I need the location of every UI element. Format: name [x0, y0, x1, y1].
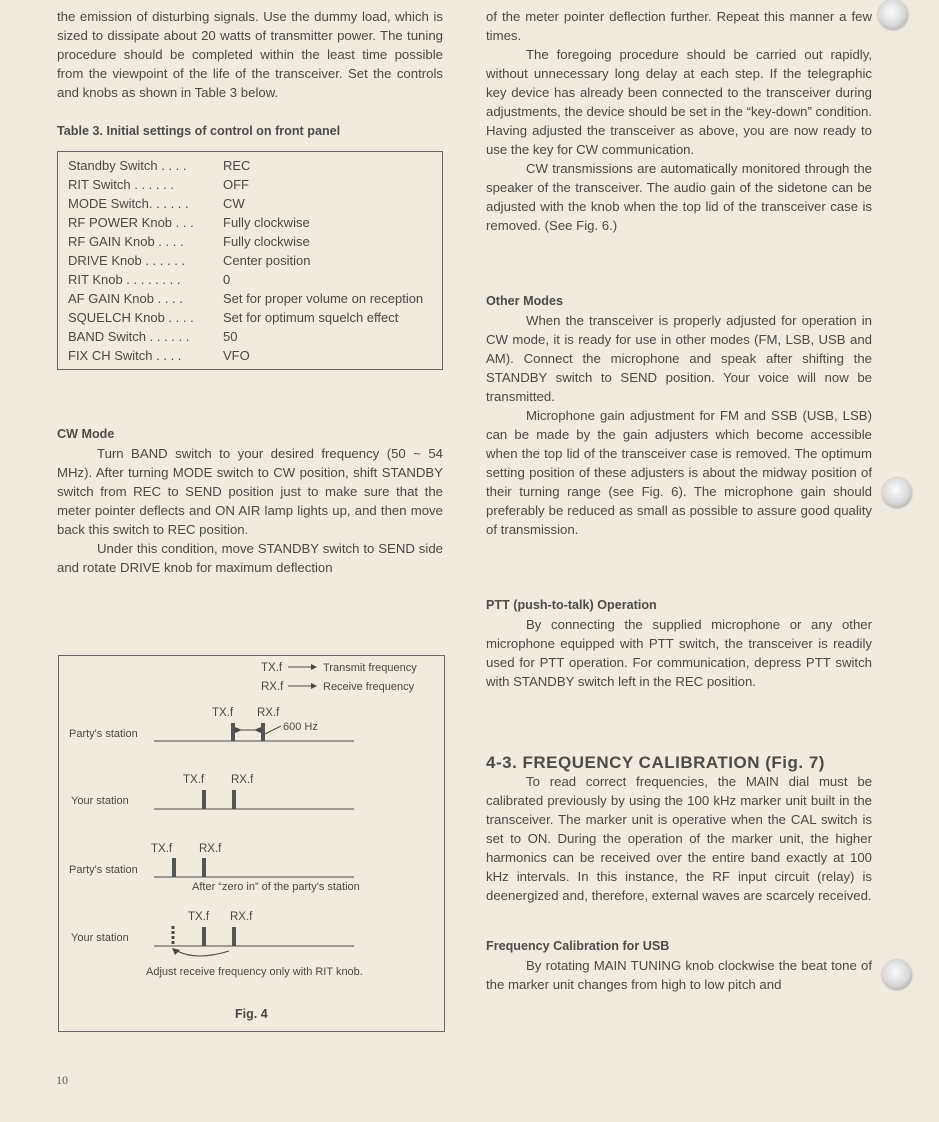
- your-station-label: Your station: [71, 795, 129, 807]
- rx-label: RX.f: [257, 707, 280, 719]
- other-modes-paragraph-1: When the transceiver is properly adjusted for operation in CW mode, it is ready for use in other modes (FM, LSB, USB and AM). Connect the microphone and speak after shifting the STANDBY switch to SEND position. Your voice will now be transmitted.: [486, 313, 872, 404]
- party-station-label: Party's station: [69, 728, 138, 740]
- ptt-heading: PTT (push-to-talk) Operation: [486, 598, 657, 612]
- other-modes-paragraph-2: Microphone gain adjustment for FM and SSB (USB, LSB) can be made by the gain adjusters which become accessible when the top lid of the transceiver case is removed. The optimum setting position of these adjusters is about the midway position of their turning range (see Fig. 6). The microphone gain should preferably be reduced as small as possible to assure good quality of transmission.: [486, 408, 872, 537]
- table-value: Fully clockwise: [223, 234, 310, 249]
- cw-paragraph-1: Turn BAND switch to your desired frequency (50 ~ 54 MHz). After turning MODE switch to CW position, shift STANDBY switch from REC to SEND position just to make sure that the meter pointer deflects and ON AIR lamp lights up, and then move back this switch to REC position.: [57, 446, 443, 537]
- legend-rx-desc: Receive frequency: [323, 681, 415, 693]
- binder-ring-icon: [882, 960, 912, 990]
- continued-paragraph: of the meter pointer deflection further. Repeat this manner a few times.: [486, 9, 872, 43]
- table-value: 50: [223, 329, 238, 344]
- cw-paragraph-2: Under this condition, move STANDBY switch to SEND side and rotate DRIVE knob for maximum deflection: [57, 541, 443, 575]
- table-row: [68, 327, 432, 346]
- other-modes-heading: Other Modes: [486, 294, 563, 308]
- calibration-paragraph: To read correct frequencies, the MAIN dial must be calibrated previously by using the 100 kHz marker unit built in the transceiver. The marker unit is operative when the CAL switch is set to ON. During the operation of the marker unit, the higher harmonics can be received over the entire band exactly at 100 kHz intervals. In this instance, the RF input circuit (relay) is deenergized and, therefore, external waves are scarcely received.: [486, 774, 872, 903]
- legend-tx-label: TX.f: [261, 662, 283, 674]
- table-label: AF GAIN Knob . . . .: [68, 291, 183, 306]
- table-label: RIT Switch . . . . . .: [68, 177, 174, 192]
- your-station-label: Your station: [71, 932, 129, 944]
- table-label: RF GAIN Knob . . . .: [68, 234, 184, 249]
- legend-tx-desc: Transmit frequency: [323, 662, 417, 674]
- table-label: FIX CH Switch . . . .: [68, 348, 182, 363]
- table-value: VFO: [223, 348, 250, 363]
- table-label: SQUELCH Knob . . . .: [68, 310, 194, 325]
- table-row: [68, 156, 432, 175]
- table-row: [68, 270, 432, 289]
- table-value: OFF: [223, 177, 249, 192]
- table-row: [68, 251, 432, 270]
- table-value: Fully clockwise: [223, 215, 310, 230]
- tx-label: TX.f: [183, 774, 205, 786]
- table-3-caption: Table 3. Initial settings of control on front panel: [57, 124, 341, 138]
- table-row: [68, 194, 432, 213]
- table-value: Set for optimum squelch effect: [223, 310, 399, 325]
- table-label: MODE Switch. . . . . .: [68, 196, 189, 211]
- table-value: Set for proper volume on reception: [223, 291, 424, 306]
- offset-label: 600 Hz: [283, 721, 318, 733]
- rx-label: RX.f: [230, 911, 253, 923]
- table-value: CW: [223, 196, 245, 211]
- foregoing-paragraph: The foregoing procedure should be carried out rapidly, without unnecessary long delay at each step. If the telegraphic key device has already been connected to the transceiver during adjustments, the device should be set in the “key-down” condition. Having adjusted the transceiver as above, you are now ready to use the key for CW communication.: [486, 47, 872, 157]
- cw-mode-heading: CW Mode: [57, 427, 115, 441]
- rit-note: Adjust receive frequency only with RIT knob.: [146, 966, 363, 978]
- tx-label: TX.f: [212, 707, 234, 719]
- table-row: [68, 289, 432, 308]
- tx-label: TX.f: [188, 911, 210, 923]
- figure-4: [58, 655, 445, 1032]
- table-value: REC: [223, 158, 251, 173]
- cw-monitor-paragraph: CW transmissions are automatically monitored through the speaker of the transceiver. The audio gain of the sidetone can be adjusted with the knob when the top lid of the transceiver case is removed. (See Fig. 6.): [486, 161, 872, 233]
- page-number: 10: [56, 1073, 68, 1087]
- table-row: [68, 213, 432, 232]
- legend-arrow-icon: [311, 683, 317, 689]
- left-column: [57, 7, 443, 577]
- table-label: Standby Switch . . . .: [68, 158, 187, 173]
- binder-ring-icon: [878, 0, 908, 30]
- table-3: [57, 151, 443, 370]
- frequency-calibration-heading: 4-3. FREQUENCY CALIBRATION (Fig. 7): [486, 753, 825, 772]
- figure-4-diagram: [59, 656, 444, 1031]
- legend-rx-label: RX.f: [261, 681, 284, 693]
- table-row: [68, 346, 432, 365]
- zero-in-note: After “zero in” of the party's station: [192, 881, 360, 893]
- table-row: [68, 175, 432, 194]
- ptt-paragraph: By connecting the supplied microphone or any other microphone equipped with PTT switch, the transceiver is readily used for PTT operation. For communication, depress PTT switch with STANDBY switch left in the REC position.: [486, 617, 872, 689]
- figure-4-caption: Fig. 4: [235, 1007, 268, 1021]
- table-label: RIT Knob . . . . . . . .: [68, 272, 181, 287]
- usb-paragraph: By rotating MAIN TUNING knob clockwise the beat tone of the marker unit changes from high to low pitch and: [486, 958, 872, 992]
- table-label: DRIVE Knob . . . . . .: [68, 253, 186, 268]
- table-label: RF POWER Knob . . .: [68, 215, 194, 230]
- intro-paragraph: the emission of disturbing signals. Use the dummy load, which is sized to dissipate about 20 watts of transmitter power. The tuning procedure should be completed within the least time possible from the viewpoint of the life of the transceiver. Set the controls and knobs as shown in Table 3 below.: [57, 9, 443, 100]
- tx-label: TX.f: [151, 843, 173, 855]
- rx-label: RX.f: [231, 774, 254, 786]
- binder-ring-icon: [882, 478, 912, 508]
- party-station-label: Party's station: [69, 864, 138, 876]
- table-label: BAND Switch . . . . . .: [68, 329, 190, 344]
- right-column: [486, 7, 872, 994]
- rx-label: RX.f: [199, 843, 222, 855]
- table-row: [68, 232, 432, 251]
- legend-arrow-icon: [311, 664, 317, 670]
- table-row: [68, 308, 432, 327]
- table-value: 0: [223, 272, 231, 287]
- table-value: Center position: [223, 253, 311, 268]
- usb-calibration-heading: Frequency Calibration for USB: [486, 939, 670, 953]
